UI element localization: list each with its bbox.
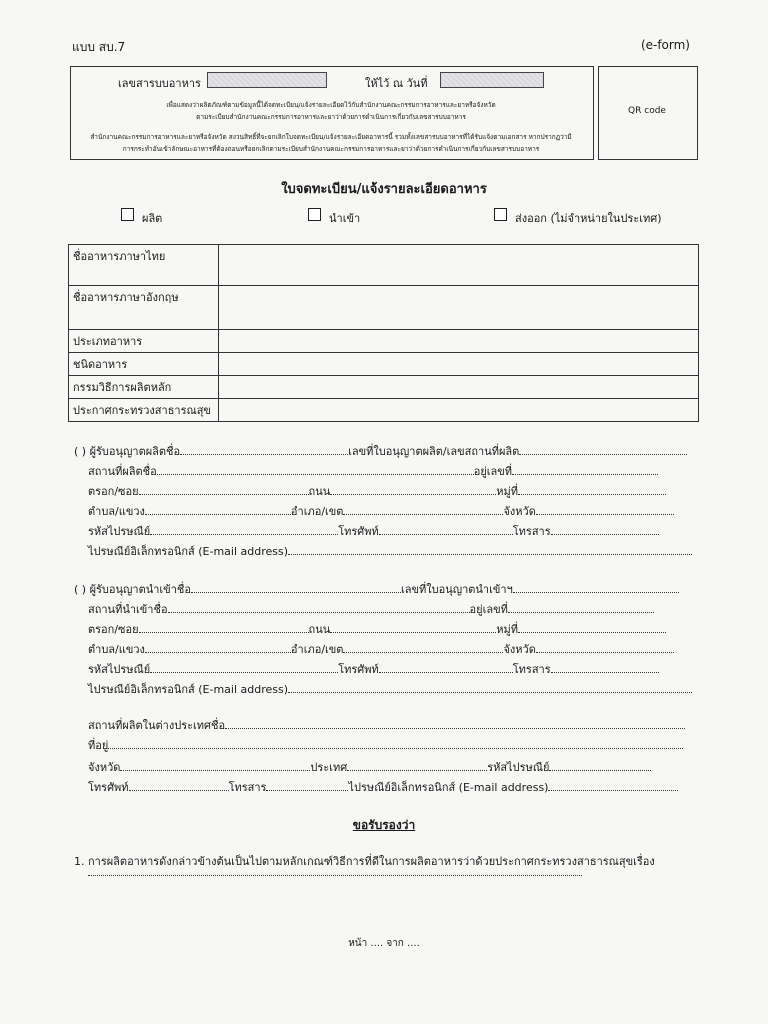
importer-address-label: อยู่เลขที่ (469, 603, 508, 616)
importer-postcode-label: รหัสไปรษณีย์ (88, 663, 151, 676)
producer-place-label: สถานที่ผลิตชื่อ (88, 465, 157, 478)
importer-license-no-field[interactable] (513, 583, 679, 593)
producer-license-no-field[interactable] (519, 445, 687, 455)
thai-name-cell[interactable] (219, 245, 699, 286)
foreign-place-label: สถานที่ผลิตในต่างประเทศชื่อ (88, 719, 226, 732)
producer-address-field[interactable] (512, 465, 658, 475)
importer-place-field[interactable] (168, 603, 470, 613)
importer-road-label: ถนน (308, 623, 331, 636)
foreign-place-field[interactable] (225, 719, 685, 729)
foreign-email-label: ไปรษณีย์อิเล็กทรอนิกส์ (E-mail address) (348, 781, 549, 794)
note-line-1: เพื่อแสดงว่าผลิตภัณฑ์ตามข้อมูลนี้ได้จดทะเบียน/แจ้งรายละเอียดไว้กับสำนักงานคณะกรรมการอาหารและยาหรือจังหวัด (166, 101, 496, 109)
producer-district-field[interactable] (343, 505, 503, 515)
producer-fax-field[interactable] (551, 525, 659, 535)
producer-moo-field[interactable] (518, 485, 666, 495)
foreign-country-field[interactable] (347, 761, 487, 771)
process-cell[interactable] (219, 376, 699, 399)
importer-subdistrict-field[interactable] (145, 643, 291, 653)
produce-label: ผลิต (142, 212, 163, 225)
certify-item-1-blank (88, 866, 582, 879)
importer-email-label: ไปรษณีย์อิเล็กทรอนิกส์ (E-mail address) (88, 683, 289, 696)
note-line-4: การกระทำอันเข้าลักษณะอาหารที่ต้องถอนหรือยกเลิกตามระเบียบสำนักงานคณะกรรมการอาหารและยาว่าด้วยการดำเนินการเกี่ยวกับเลขสารบบอาหาร (122, 145, 540, 153)
produce-checkbox[interactable] (121, 208, 134, 221)
import-checkbox[interactable] (308, 208, 321, 221)
importer-alley-label: ตรอก/ซอย (88, 623, 139, 636)
importer-moo-label: หมู่ที่ (496, 623, 519, 636)
importer-row-1 (74, 580, 679, 598)
producer-phone-label: โทรศัพท์ (338, 525, 379, 538)
importer-district-label: อำเภอ/เขต (290, 643, 344, 656)
form-type: (e-form) (640, 38, 690, 52)
producer-row-6 (88, 542, 692, 560)
announcement-label: ประกาศกระทรวงสาธารณสุข (69, 399, 219, 422)
importer-licensee-label: ( ) ผู้รับอนุญาตนำเข้าชื่อ (74, 583, 191, 596)
producer-moo-label: หมู่ที่ (496, 485, 519, 498)
category-label: ประเภทอาหาร (69, 330, 219, 353)
form-title: ใบจดทะเบียน/แจ้งรายละเอียดอาหาร (281, 182, 487, 197)
foreign-postcode-field[interactable] (549, 761, 651, 771)
foreign-row-2 (88, 736, 683, 754)
eng-name-label: ชื่ออาหารภาษาอังกฤษ (69, 286, 219, 330)
importer-alley-field[interactable] (139, 623, 309, 633)
foreign-postcode-label: รหัสไปรษณีย์ (487, 761, 550, 774)
foreign-row-1 (88, 716, 685, 734)
producer-row-1 (74, 442, 687, 460)
producer-license-no-label: เลขที่ใบอนุญาตผลิต/เลขสถานที่ผลิต (348, 445, 520, 458)
producer-postcode-field[interactable] (150, 525, 338, 535)
certify-item-1: 1. การผลิตอาหารดังกล่าวข้างต้นเป็นไปตามหลักเกณฑ์วิธีการที่ดีในการผลิตอาหารว่าด้วยประกาศกระทรวงสาธารณสุขเรื่อง (74, 855, 655, 868)
export-label: ส่งออก (ไม่จำหน่ายในประเทศ) (515, 212, 662, 225)
producer-postcode-label: รหัสไปรษณีย์ (88, 525, 151, 538)
importer-row-3 (88, 620, 666, 638)
importer-licensee-field[interactable] (191, 583, 401, 593)
foreign-fax-field[interactable] (266, 781, 348, 791)
importer-row-6 (88, 680, 692, 698)
date-label: ให้ไว้ ณ วันที่ (365, 77, 428, 90)
producer-address-label: อยู่เลขที่ (473, 465, 513, 478)
foreign-row-4 (88, 778, 678, 796)
certify-heading: ขอรับรองว่า (352, 818, 416, 832)
producer-phone-field[interactable] (379, 525, 513, 535)
note-line-2: ตามระเบียบสำนักงานคณะกรรมการอาหารและยาว่าด้วยการดำเนินการเกี่ยวกับเลขสารบบอาหาร (196, 113, 466, 121)
producer-subdistrict-field[interactable] (145, 505, 291, 515)
importer-fax-label: โทรสาร (512, 663, 551, 676)
producer-road-field[interactable] (330, 485, 496, 495)
producer-row-3 (88, 482, 666, 500)
note-line-3: สำนักงานคณะกรรมการอาหารและยาหรือจังหวัด สงวนสิทธิ์ที่จะยกเลิกใบจดทะเบียน/แจ้งรายละเอียดอาหารนี้ รวมทั้งเลขสารบบอาหารที่ได้รับแจ้งตามเอกสาร หากปรากฏว่ามี (90, 133, 572, 141)
importer-license-no-label: เลขที่ใบอนุญาตนำเข้าฯ (400, 583, 513, 596)
export-checkbox[interactable] (494, 208, 507, 221)
kind-label: ชนิดอาหาร (69, 353, 219, 376)
importer-phone-field[interactable] (379, 663, 513, 673)
producer-province-field[interactable] (536, 505, 674, 515)
foreign-phone-field[interactable] (129, 781, 229, 791)
foreign-fax-label: โทรสาร (228, 781, 267, 794)
category-cell[interactable] (219, 330, 699, 353)
foreign-address-field[interactable] (108, 739, 683, 749)
producer-alley-field[interactable] (139, 485, 309, 495)
importer-road-field[interactable] (330, 623, 496, 633)
producer-district-label: อำเภอ/เขต (290, 505, 344, 518)
importer-row-5 (88, 660, 659, 678)
foreign-email-field[interactable] (548, 781, 678, 791)
importer-address-field[interactable] (508, 603, 654, 613)
date-field[interactable] (440, 72, 544, 88)
importer-row-2 (88, 600, 654, 618)
importer-phone-label: โทรศัพท์ (338, 663, 379, 676)
eng-name-cell[interactable] (219, 286, 699, 330)
importer-fax-field[interactable] (551, 663, 659, 673)
reg-no-label: เลขสารบบอาหาร (118, 77, 201, 90)
thai-name-label: ชื่ออาหารภาษาไทย (69, 245, 219, 286)
producer-email-label: ไปรษณีย์อิเล็กทรอนิกส์ (E-mail address) (88, 545, 289, 558)
process-label: กรรมวิธีการผลิตหลัก (69, 376, 219, 399)
qr-code-label: QR code (628, 106, 666, 116)
page-number: หน้า .... จาก .... (348, 938, 420, 949)
kind-cell[interactable] (219, 353, 699, 376)
foreign-province-field[interactable] (120, 761, 310, 771)
producer-licensee-field[interactable] (180, 445, 348, 455)
importer-district-field[interactable] (343, 643, 503, 653)
certify-item-1-field[interactable] (88, 866, 582, 876)
producer-fax-label: โทรสาร (512, 525, 551, 538)
producer-subdistrict-label: ตำบล/แขวง (88, 505, 145, 518)
producer-row-2 (88, 462, 658, 480)
import-label: นำเข้า (329, 212, 361, 225)
producer-licensee-label: ( ) ผู้รับอนุญาตผลิตชื่อ (74, 445, 181, 458)
importer-place-label: สถานที่นำเข้าชื่อ (88, 603, 168, 616)
form-code: แบบ สบ.7 (72, 40, 126, 54)
announcement-cell[interactable] (219, 399, 699, 422)
foreign-phone-label: โทรศัพท์ (88, 781, 129, 794)
importer-province-field[interactable] (536, 643, 674, 653)
producer-place-field[interactable] (157, 465, 474, 475)
importer-row-4 (88, 640, 674, 658)
importer-subdistrict-label: ตำบล/แขวง (88, 643, 145, 656)
producer-row-4 (88, 502, 674, 520)
foreign-address-label: ที่อยู่ (88, 739, 109, 752)
producer-province-label: จังหวัด (503, 505, 536, 518)
importer-province-label: จังหวัด (503, 643, 536, 656)
importer-email-field[interactable] (288, 683, 692, 693)
reg-no-field[interactable] (207, 72, 327, 88)
importer-postcode-field[interactable] (150, 663, 338, 673)
producer-alley-label: ตรอก/ซอย (88, 485, 139, 498)
importer-moo-field[interactable] (518, 623, 666, 633)
producer-road-label: ถนน (308, 485, 331, 498)
producer-email-field[interactable] (288, 545, 692, 555)
foreign-country-label: ประเทศ (310, 761, 348, 774)
food-info-table (68, 244, 699, 422)
foreign-row-3 (88, 758, 651, 776)
producer-row-5 (88, 522, 659, 540)
foreign-province-label: จังหวัด (88, 761, 121, 774)
